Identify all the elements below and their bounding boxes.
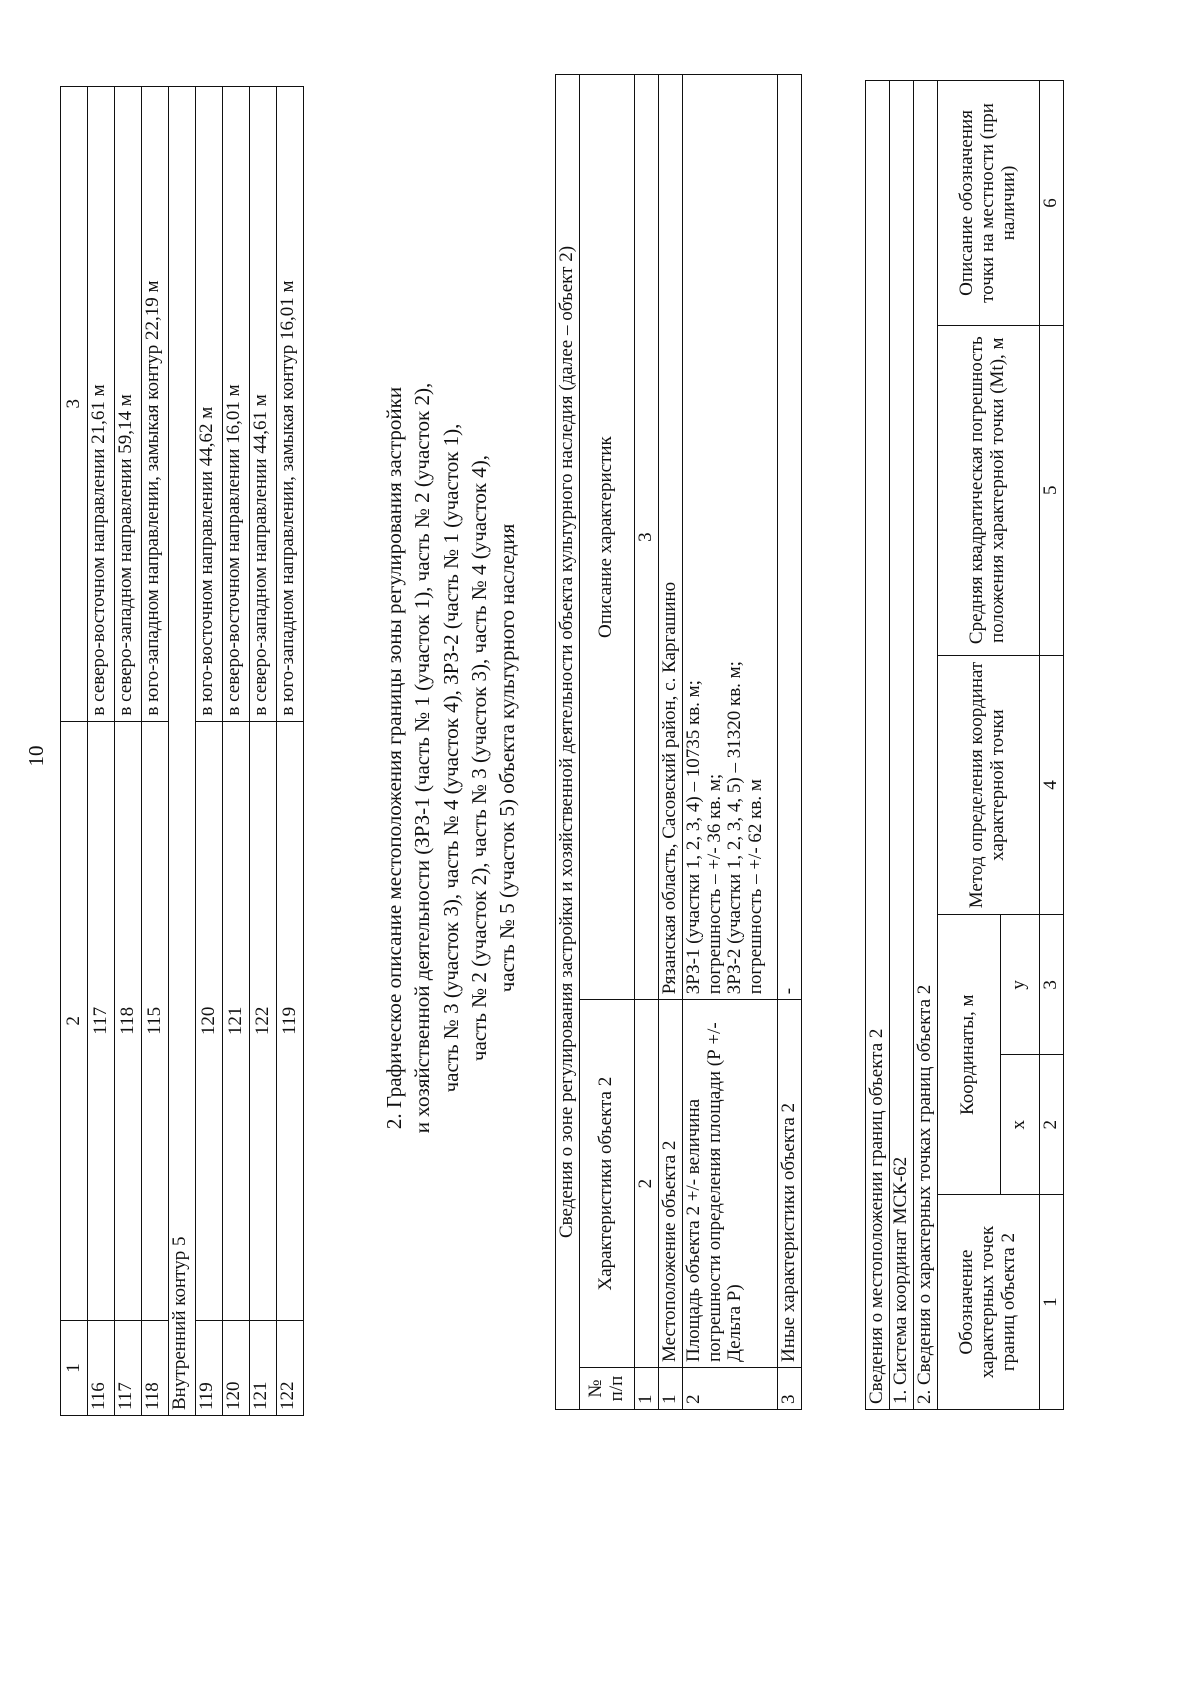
points-heading: 2. Сведения о характерных точках границ объекта 2 bbox=[913, 81, 937, 1410]
direction-cell: в юго-восточном направлении 44,62 м bbox=[196, 87, 223, 722]
number-cell: 4 bbox=[1039, 655, 1063, 915]
table-row bbox=[115, 87, 142, 1416]
point-cell: 121 bbox=[250, 1321, 277, 1416]
number-cell: 3 bbox=[634, 75, 658, 1000]
heading-line: и хозяйственной деятельности (ЗРЗ-1 (часть № 1 (участок 1), часть № 2 (участок 2), bbox=[410, 382, 435, 1134]
heading-line: часть № 5 (участок 5) объекта культурного наследия bbox=[495, 523, 520, 993]
characteristic-name: Площадь объекта 2 +/- величина погрешности определения площади (Р +/- Дельта Р) bbox=[682, 1000, 777, 1368]
table-row bbox=[889, 81, 913, 1410]
title-row bbox=[866, 81, 890, 1410]
value-line: погрешность – +/- 36 кв. м; bbox=[703, 773, 725, 995]
header-cell: Описание характеристик bbox=[579, 75, 634, 1000]
header-cell: 2 bbox=[61, 721, 88, 1321]
next-point-cell: 122 bbox=[250, 721, 277, 1321]
number-cell: 1 bbox=[1039, 1195, 1063, 1410]
value-line: погрешность – +/- 62 кв. м bbox=[745, 779, 767, 995]
heading-line: 2. Графическое описание местоположения границы зоны регулирования застройки bbox=[382, 386, 406, 1130]
coordinate-system: 1. Система координат МСК-62 bbox=[889, 81, 913, 1410]
heading-line: часть № 2 (участок 2), часть № 3 (участок 3), часть № 4 (участок 4), bbox=[467, 454, 492, 1062]
header-cell: y bbox=[1000, 915, 1039, 1055]
header-cell: Метод определения координат характерной точки bbox=[937, 655, 1039, 915]
header-cell: Средняя квадратическая погрешность положения характерной точки (Mt), м bbox=[937, 325, 1039, 655]
zone-info-table bbox=[555, 74, 802, 1410]
row-number: 2 bbox=[682, 1368, 777, 1410]
boundary-description-table bbox=[60, 86, 304, 1416]
number-cell: 6 bbox=[1039, 81, 1063, 326]
next-point-cell: 118 bbox=[115, 721, 142, 1321]
page-number: 10 bbox=[24, 745, 48, 767]
point-cell: 116 bbox=[88, 1321, 115, 1416]
header-cell: 1 bbox=[61, 1321, 88, 1416]
next-point-cell: 119 bbox=[277, 721, 304, 1321]
header-cell: Характеристики объекта 2 bbox=[579, 1000, 634, 1368]
characteristic-name: Иные характеристики объекта 2 bbox=[777, 1000, 801, 1368]
next-point-cell: 115 bbox=[142, 721, 169, 1321]
caption-row bbox=[556, 75, 580, 1410]
characteristic-value: - bbox=[777, 75, 801, 1000]
table-row bbox=[277, 87, 304, 1416]
next-point-cell: 120 bbox=[196, 721, 223, 1321]
characteristic-value bbox=[682, 75, 777, 1000]
next-point-cell: 121 bbox=[223, 721, 250, 1321]
row-number: 3 bbox=[777, 1368, 801, 1410]
table-row bbox=[777, 75, 801, 1410]
table-row bbox=[682, 75, 777, 1410]
value-line: ЗРЗ-2 (участки 1, 2, 3, 4, 5) – 31320 кв. м; bbox=[724, 661, 746, 995]
next-point-cell: 117 bbox=[88, 721, 115, 1321]
table-header-row bbox=[937, 81, 1000, 1410]
header-cell: Обозначение характерных точек границ объекта 2 bbox=[937, 1195, 1039, 1410]
direction-cell: в северо-западном направлении 44,61 м bbox=[250, 87, 277, 722]
section-label: Внутренний контур 5 bbox=[169, 87, 196, 1416]
point-cell: 120 bbox=[223, 1321, 250, 1416]
direction-cell: в юго-западном направлении, замыкая контур 22,19 м bbox=[142, 87, 169, 722]
table-row bbox=[658, 75, 682, 1410]
number-cell: 2 bbox=[1039, 1055, 1063, 1195]
point-cell: 122 bbox=[277, 1321, 304, 1416]
table-header-row bbox=[579, 75, 634, 1410]
point-cell: 117 bbox=[115, 1321, 142, 1416]
table-row bbox=[250, 87, 277, 1416]
table-row bbox=[196, 87, 223, 1416]
table-row bbox=[142, 87, 169, 1416]
number-cell: 3 bbox=[1039, 915, 1063, 1055]
characteristic-name: Местоположение объекта 2 bbox=[658, 1000, 682, 1368]
column-number-row bbox=[634, 75, 658, 1410]
header-cell: № п/п bbox=[579, 1368, 634, 1410]
table-row bbox=[223, 87, 250, 1416]
table-header-row bbox=[61, 87, 88, 1416]
direction-cell: в северо-западном направлении 59,14 м bbox=[115, 87, 142, 722]
point-cell: 118 bbox=[142, 1321, 169, 1416]
characteristic-value: Рязанская область, Сасовский район, с. Каргашино bbox=[658, 75, 682, 1000]
table-title: Сведения о местоположении границ объекта 2 bbox=[866, 81, 890, 1410]
row-number: 1 bbox=[658, 1368, 682, 1410]
direction-cell: в северо-восточном направлении 16,01 м bbox=[223, 87, 250, 722]
header-cell: 3 bbox=[61, 87, 88, 722]
point-cell: 119 bbox=[196, 1321, 223, 1416]
table-row bbox=[913, 81, 937, 1410]
header-cell: Координаты, м bbox=[937, 915, 1000, 1195]
number-cell: 5 bbox=[1039, 325, 1063, 655]
section-row bbox=[169, 87, 196, 1416]
value-line: ЗРЗ-1 (участки 1, 2, 3, 4) – 10735 кв. м; bbox=[682, 680, 704, 995]
table-row bbox=[88, 87, 115, 1416]
table-caption: Сведения о зоне регулирования застройки и хозяйственной деятельности объекта культурного наследия (далее – объект 2) bbox=[556, 75, 580, 1410]
boundary-location-table bbox=[865, 80, 1064, 1410]
header-cell: Описание обозначения точки на местности (при наличии) bbox=[937, 81, 1039, 326]
header-cell: x bbox=[1000, 1055, 1039, 1195]
column-number-row bbox=[1039, 81, 1063, 1410]
direction-cell: в юго-западном направлении, замыкая контур 16,01 м bbox=[277, 87, 304, 722]
section-heading bbox=[380, 8, 522, 1508]
number-cell: 1 bbox=[634, 1368, 658, 1410]
heading-line: часть № 3 (участок 3), часть № 4 (участок 4), ЗРЗ-2 (часть № 1 (участок 1), bbox=[438, 423, 463, 1093]
number-cell: 2 bbox=[634, 1000, 658, 1368]
direction-cell: в северо-восточном направлении 21,61 м bbox=[88, 87, 115, 722]
